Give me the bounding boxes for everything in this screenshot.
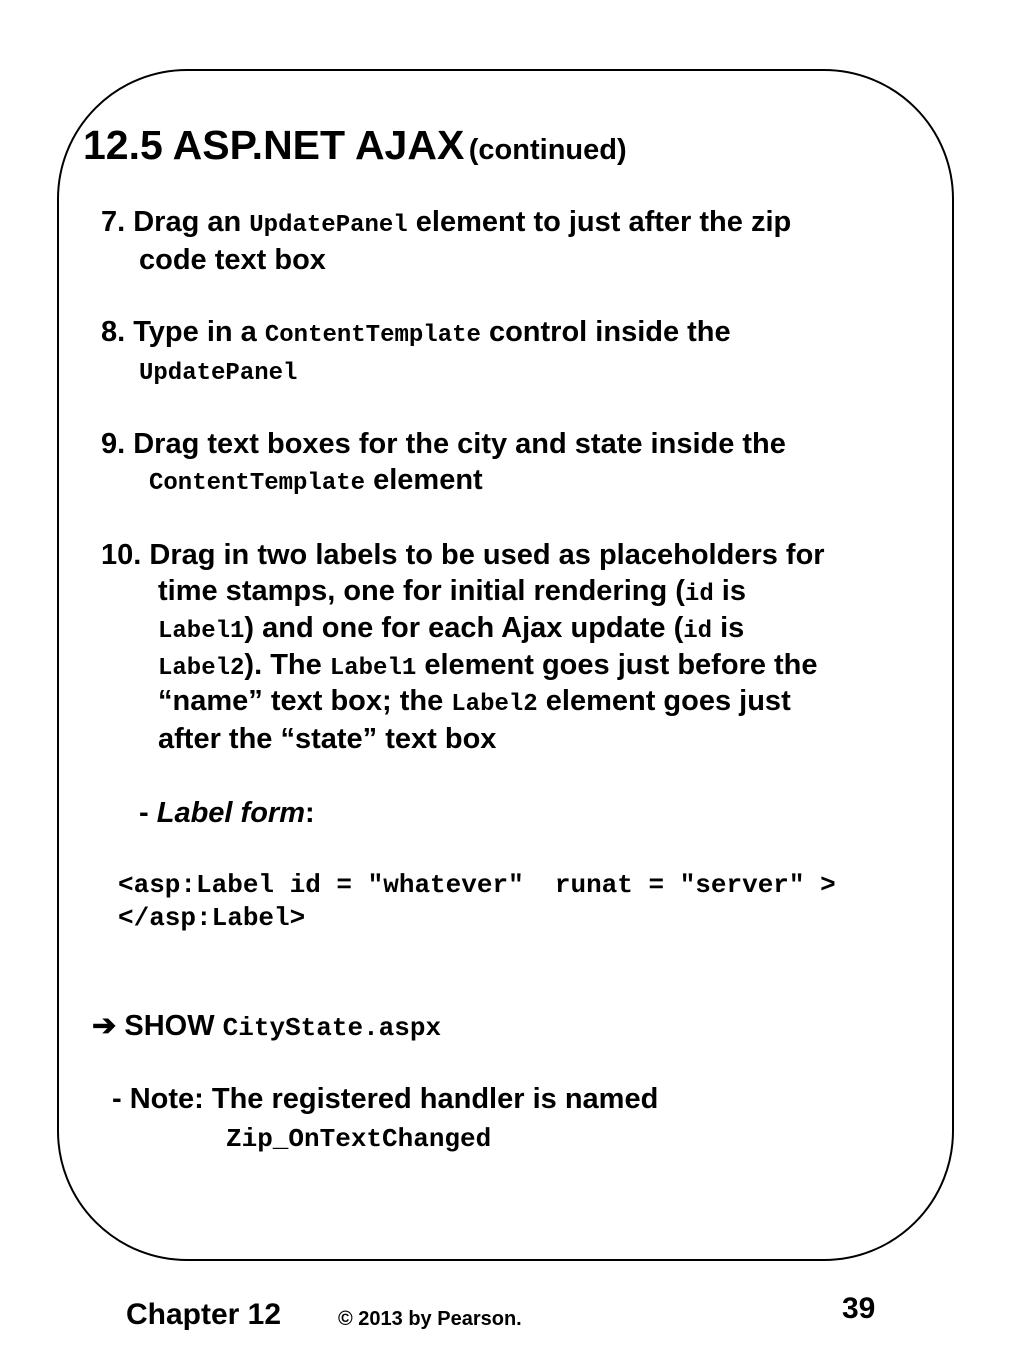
step-10-l5-text-a: “name” text box; the xyxy=(158,685,444,717)
label-form-label: Label form xyxy=(156,797,305,829)
step-10-l5-code: Label2 xyxy=(451,691,538,718)
label-form-colon: : xyxy=(304,797,315,829)
step-10-line-3 xyxy=(158,614,744,644)
footer-copyright: © 2013 by Pearson. xyxy=(338,1308,522,1330)
note-handler: Zip_OnTextChanged xyxy=(226,1124,492,1154)
step-10-l5-text-b: element goes just xyxy=(545,685,791,717)
step-10-l3-code: Label1 xyxy=(158,618,245,645)
label-form-dash: - xyxy=(139,797,149,829)
step-7-text-a: 7. Drag an xyxy=(101,206,242,238)
slide-title xyxy=(83,122,627,168)
step-8-code: ContentTemplate xyxy=(264,322,481,349)
step-8-text-a: 8. Type in a xyxy=(101,316,257,348)
step-10-l4-text-a: ). The xyxy=(244,649,322,681)
label-form-heading xyxy=(139,799,315,828)
step-7-line-2: code text box xyxy=(139,244,326,276)
step-10-line-1: 10. Drag in two labels to be used as placeholders for xyxy=(101,539,825,571)
title-sub: (continued) xyxy=(468,134,627,166)
step-9-line-2 xyxy=(149,466,483,496)
step-7-text-b: element to just after the zip xyxy=(415,206,792,238)
step-10-l4-code-2: Label1 xyxy=(329,655,417,682)
step-10-l2-text-a: time stamps, one for initial rendering ( xyxy=(158,575,685,607)
step-10-l3-text-b: is xyxy=(720,612,745,644)
step-10-l2-code: id xyxy=(684,581,714,608)
arrow-icon: ➔ xyxy=(92,1010,117,1042)
step-8-line-1 xyxy=(101,318,731,348)
step-7-line-1 xyxy=(101,208,791,238)
step-10-l2-text-b: is xyxy=(721,575,746,607)
code-line-1: <asp:Label id = "whatever" runat = "server" > xyxy=(118,870,836,900)
step-7-code: UpdatePanel xyxy=(249,212,408,239)
note-text: - Note: The registered handler is named xyxy=(112,1083,659,1115)
code-line-2: </asp:Label> xyxy=(118,903,306,933)
show-file: CityState.aspx xyxy=(222,1013,442,1043)
title-main: 12.5 ASP.NET AJAX xyxy=(83,122,465,168)
show-line xyxy=(92,1012,441,1041)
step-10-line-2 xyxy=(158,577,746,607)
step-10-l3-text-a: ) and one for each Ajax update ( xyxy=(244,612,684,644)
step-9-text-b: element xyxy=(373,464,483,496)
step-10-l3-code-2: id xyxy=(683,618,713,645)
step-10-l4-code: Label2 xyxy=(158,655,245,682)
step-8-text-b: control inside the xyxy=(488,316,731,348)
step-8-code-2: UpdatePanel xyxy=(139,360,298,387)
step-10-line-6: after the “state” text box xyxy=(158,723,497,755)
show-label: SHOW xyxy=(124,1010,215,1042)
footer-chapter: Chapter 12 xyxy=(126,1298,282,1331)
step-9-code: ContentTemplate xyxy=(149,470,366,497)
step-10-l4-text-b: element goes just before the xyxy=(424,649,818,681)
footer-page-number: 39 xyxy=(842,1292,876,1325)
step-9-line-1: 9. Drag text boxes for the city and state inside the xyxy=(101,428,786,460)
step-10-line-4 xyxy=(158,651,818,681)
step-10-line-5 xyxy=(158,687,791,717)
